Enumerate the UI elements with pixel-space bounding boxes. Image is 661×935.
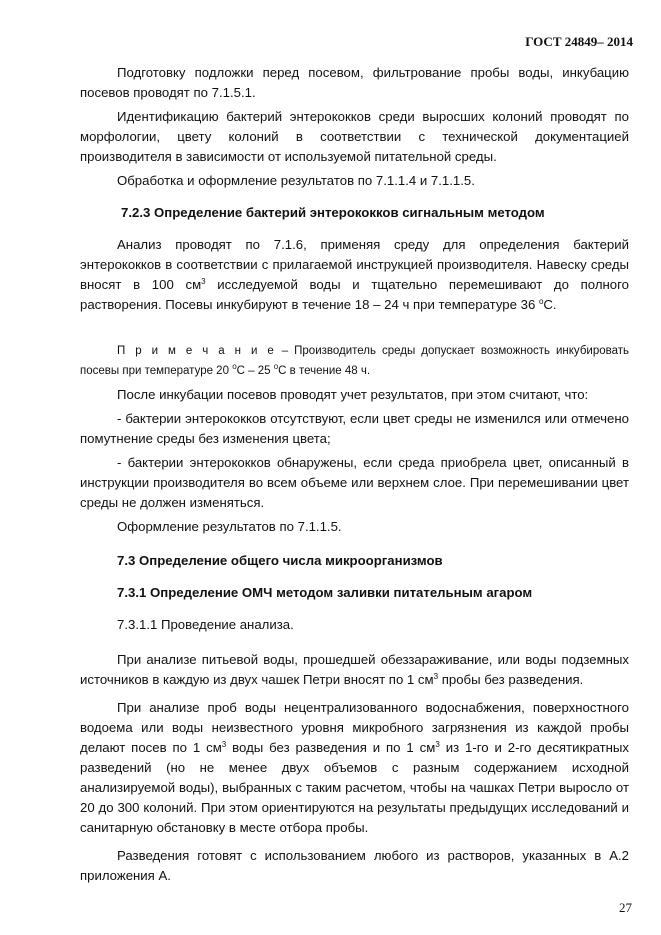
paragraph-results-processing: Обработка и оформление результатов по 7.1.1.4 и 7.1.1.5. <box>117 173 475 188</box>
note-incubation: П р и м е ч а н и е – Производитель среды допускает возможность инкубировать посевы при температуре 20 $^о$С – 25 $^о$С в течение 48 ч. <box>80 345 629 377</box>
document-header: ГОСТ 24849– 2014 <box>525 34 633 49</box>
list-item-detected: - бактерии энтерококков обнаружены, если среда приобрела цвет, описанный в инструкции производителя во всем объеме или верхнем слое. При перемешивании цвет среды не должен изменяться. <box>80 455 629 510</box>
page-number: 27 <box>619 900 632 915</box>
paragraph-signal-method: Анализ проводят по 7.1.6, применяя среду для определения бактерий энтерококков в соответствии с прилагаемой инструкцией производителя. Навеску среды вносят в 100 $см^3$ исследуемой воды и тщательно перемешивают до полного растворения. Посевы инкубируют в течение 18 – 24 ч при температуре 36 $^о$С. <box>80 237 630 312</box>
section-heading-7-3-1: 7.3.1 Определение ОМЧ методом заливки питательным агаром <box>117 585 533 600</box>
section-heading-7-3: 7.3 Определение общего числа микроорганизмов <box>117 553 443 568</box>
paragraph-drinking-water: При анализе питьевой воды, прошедшей обеззараживание, или воды подземных источников в каждую из двух чашек Петри вносят по 1 $см^3$ пробы без разведения. <box>80 652 629 687</box>
note-label: П р и м е ч а н и е <box>117 345 276 357</box>
paragraph-dilutions: Разведения готовят с использованием любого из растворов, указанных в А.2 приложения А. <box>80 848 629 883</box>
paragraph-substrate-preparation: Подготовку подложки перед посевом, фильтрование пробы воды, инкубацию посевов проводят по 7.1.5.1. <box>80 65 629 100</box>
list-item-absent: - бактерии энтерококков отсутствуют, если цвет среды не изменился или отмечено помутнение среды без изменения цвета; <box>80 411 629 446</box>
paragraph-7-3-1-1: 7.3.1.1 Проведение анализа. <box>117 617 294 632</box>
paragraph-results-format: Оформление результатов по 7.1.1.5. <box>117 519 342 534</box>
paragraph-identification: Идентификацию бактерий энтерококков среди выросших колоний проводят по морфологии, цвету колоний в соответствии с технической документацией производителя в зависимости от используемой питательной среды. <box>80 109 629 164</box>
page-body <box>80 63 629 886</box>
section-heading-7-2-3: 7.2.3 Определение бактерий энтерококков сигнальным методом <box>121 205 545 220</box>
paragraph-surface-water: При анализе проб воды нецентрализованного водоснабжения, поверхностного водоема или воды неизвестного уровня микробного загрязнения из каждой пробы делают посев по 1 $см^3$ воды без разведения и по 1 $см^3$ из 1-го и 2-го десятикратных разведений (но не менее двух объемов с разным содержанием исходной анализируемой воды), выбранных с таким расчетом, чтобы на чашках Петри выросло от 20 до 300 колоний. При этом ориентируются на результаты предыдущих исследований и санитарную обстановку в месте отбора пробы. <box>80 700 630 835</box>
paragraph-results-accounting: После инкубации посевов проводят учет результатов, при этом считают, что: <box>117 387 589 402</box>
